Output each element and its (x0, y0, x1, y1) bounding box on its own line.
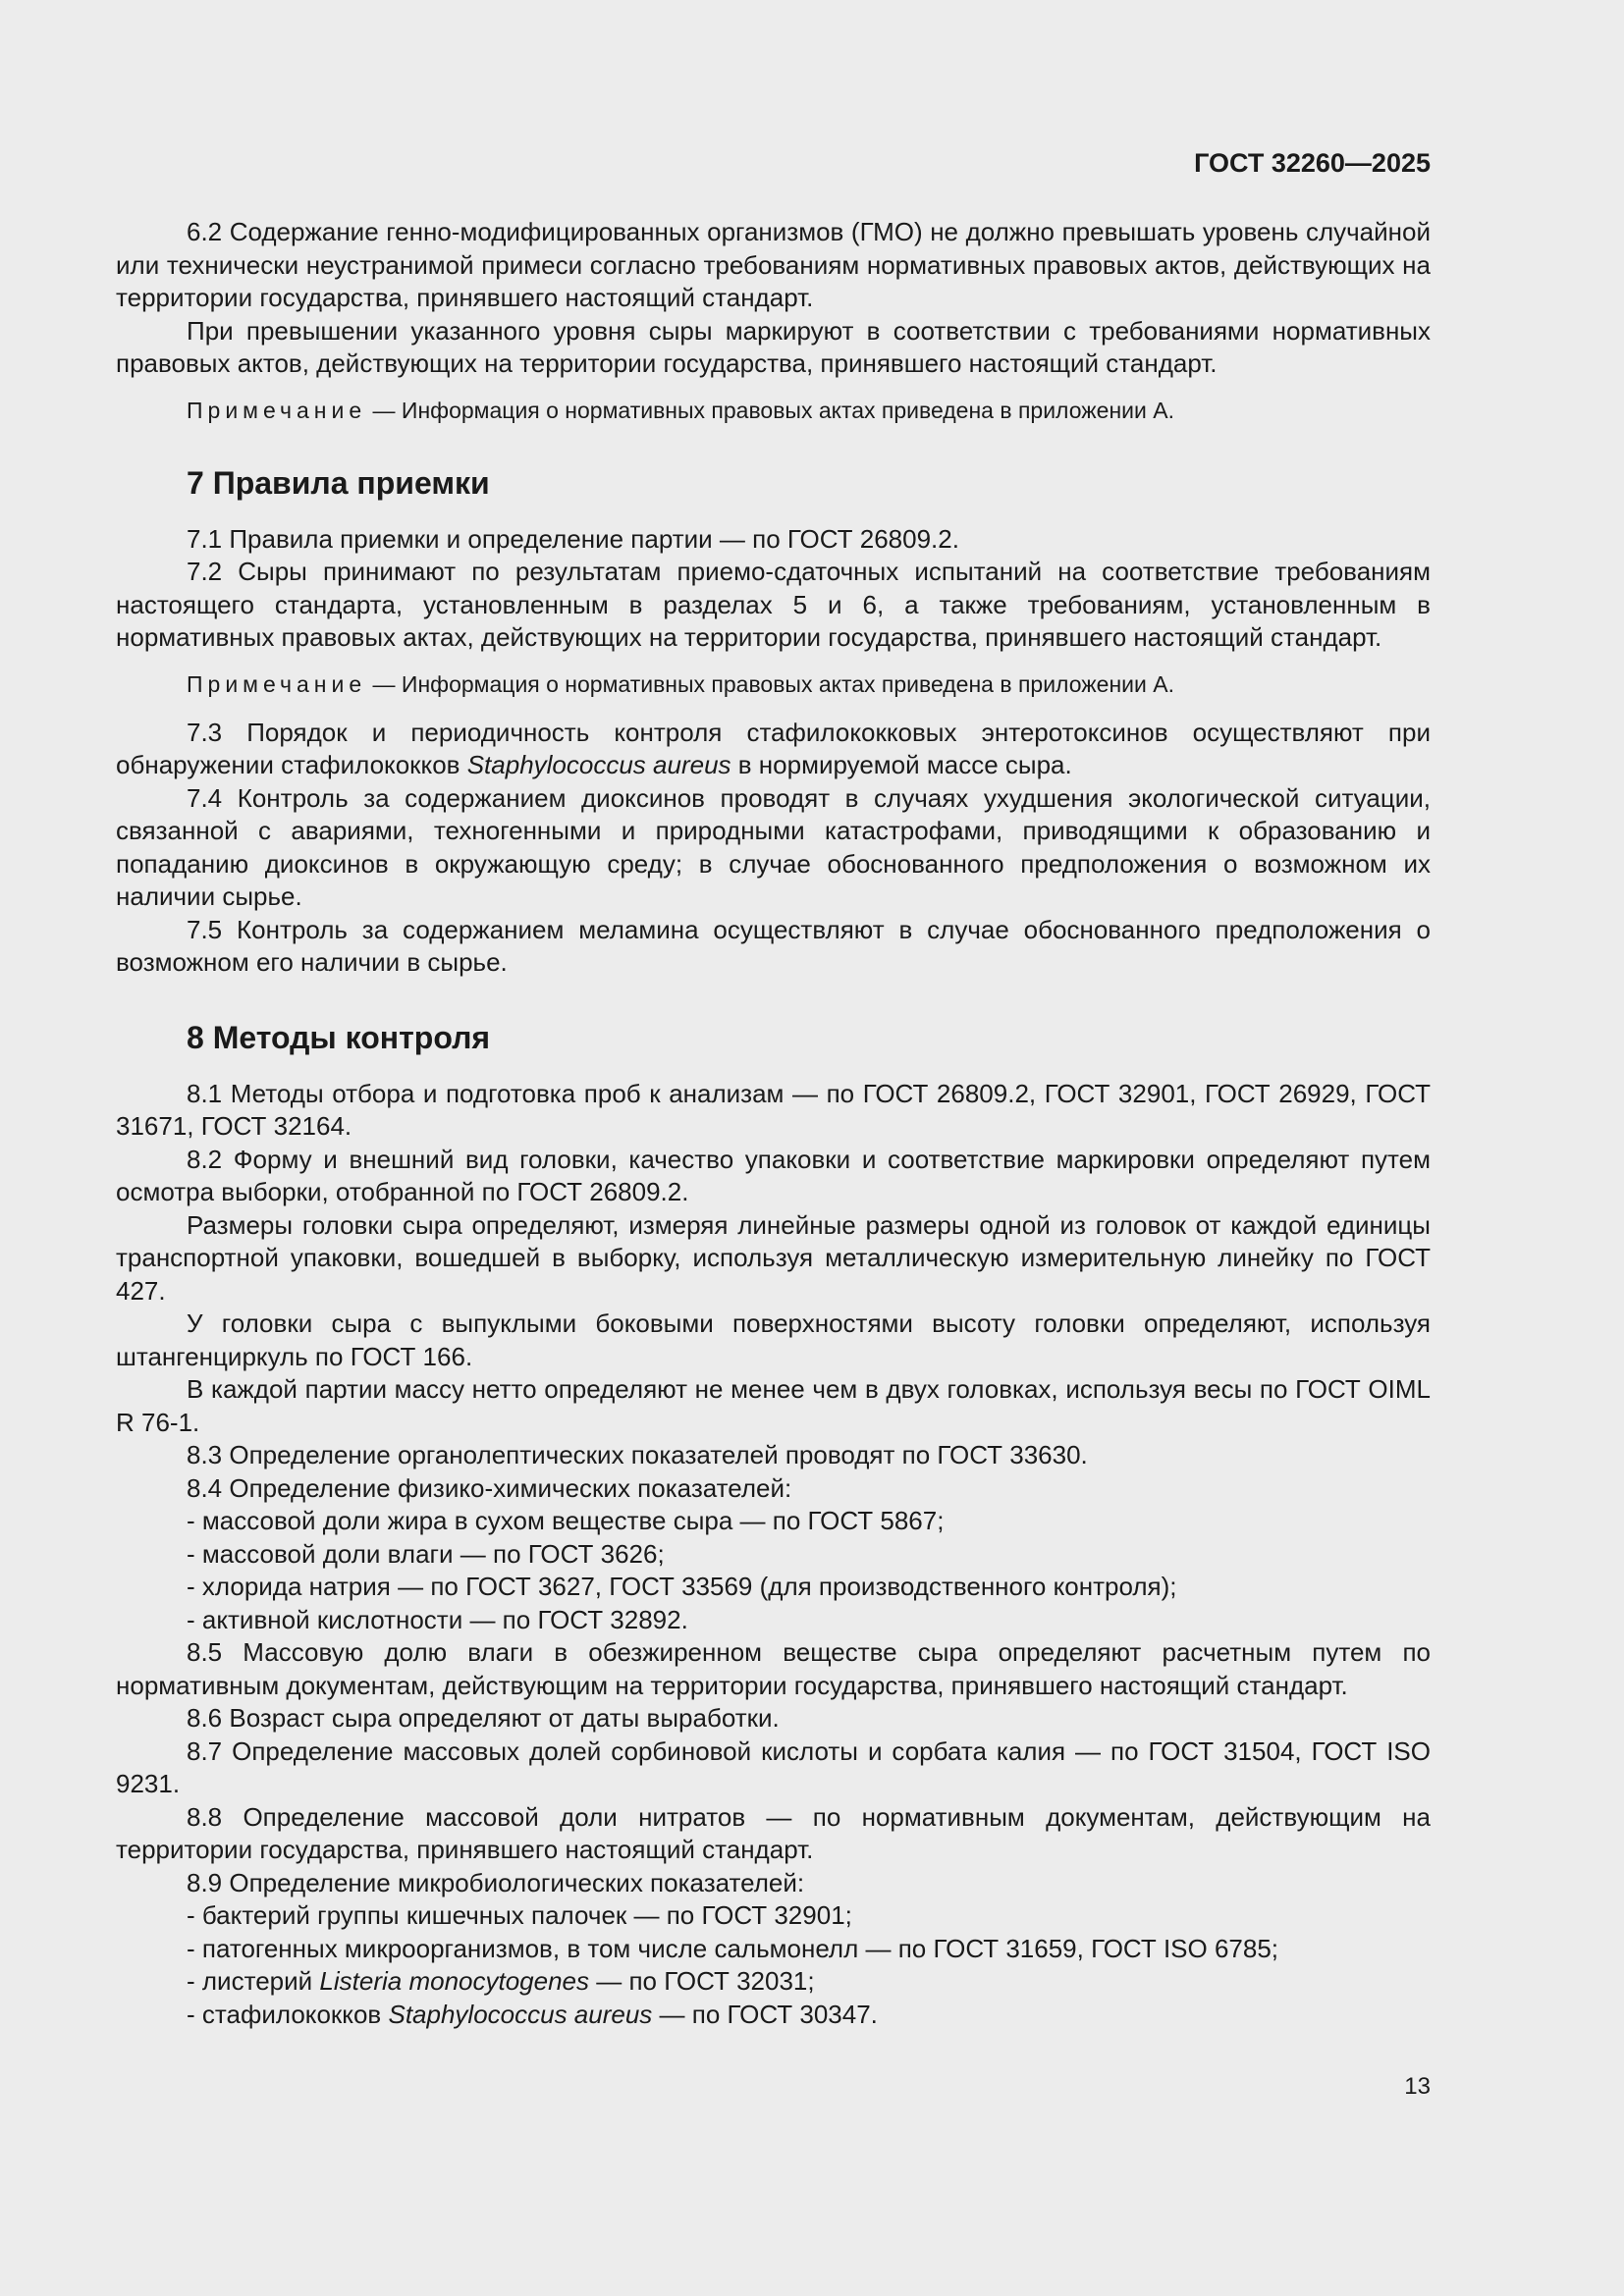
paragraph-7-4: 7.4 Контроль за содержанием диоксинов проводят в случаях ухудшения экологической ситуации, связанной с авариями, техногенными и природными катастрофами, приводящими к образованию и попаданию диоксинов в окружающую среду; в случае обоснованного предположения о возможном их наличии сырье. (116, 782, 1431, 911)
list-item-text-end: — по ГОСТ 32031; (589, 1966, 815, 1996)
note-label: Примечание (187, 397, 367, 423)
paragraph-8-2-c: У головки сыра с выпуклыми боковыми поверхностями высоту головки определяют, используя штангенциркуль по ГОСТ 166. (116, 1308, 1431, 1371)
note-label: Примечание (187, 670, 367, 697)
list-8-9 (116, 1899, 1431, 2031)
paragraph-7-3-text-end: в нормируемой массе сыра. (731, 750, 1072, 779)
list-item: - активной кислотности — по ГОСТ 32892. (187, 1604, 1431, 1637)
organism-name: Staphylococcus aureus (466, 750, 731, 779)
note-7 (116, 669, 1431, 699)
list-item (187, 1965, 1431, 1999)
paragraph-8-2: 8.2 Форму и внешний вид головки, качество упаковки и соответствие маркировки определяют путем осмотра выборки, отобранной по ГОСТ 26809.2. (116, 1144, 1431, 1206)
paragraph-7-2: 7.2 Сыры принимают по результатам приемо-сдаточных испытаний на соответствие требованиям настоящего стандарта, установленным в разделах 5 и 6, а также требованиям, установленным в нормативных правовых актах, действующих на территории государства, принявшего настоящий стандарт. (116, 557, 1431, 652)
document-body (116, 216, 1431, 2031)
list-item-text-end: — по ГОСТ 30347. (652, 1999, 878, 2029)
list-item: - бактерий группы кишечных палочек — по ГОСТ 32901; (187, 1899, 1431, 1933)
list-item-text: листерий (201, 1966, 320, 1996)
list-item (187, 1999, 1431, 2032)
paragraph-6-2: 6.2 Содержание генно-модифицированных организмов (ГМО) не должно превышать уровень случайной или технически неустранимой примеси согласно требованиям нормативных правовых актов, действующих на территории государства, принявшего настоящий стандарт. (116, 217, 1431, 312)
section-7-title: 7 Правила приемки (187, 464, 490, 501)
organism-name: Staphylococcus aureus (388, 1999, 653, 2029)
paragraph-8-4: 8.4 Определение физико-химических показателей: (187, 1472, 792, 1503)
note-text: — Информация о нормативных правовых актах приведена в приложении А. (366, 670, 1174, 697)
paragraph-8-8: 8.8 Определение массовой доли нитратов — по нормативным документам, действующим на территории государства, принявшего настоящий стандарт. (116, 1801, 1431, 1864)
list-item: - массовой доли жира в сухом веществе сыра — по ГОСТ 5867; (187, 1505, 1431, 1538)
list-item: - хлорида натрия — по ГОСТ 3627, ГОСТ 33569 (для производственного контроля); (187, 1571, 1431, 1604)
paragraph-7-3 (116, 717, 1431, 782)
paragraph-8-3: 8.3 Определение органолептических показателей проводят по ГОСТ 33630. (187, 1440, 1088, 1469)
paragraph-7-5: 7.5 Контроль за содержанием меламина осуществляют в случае обоснованного предположения о возможном его наличии в сырье. (116, 914, 1431, 977)
paragraph-8-9: 8.9 Определение микробиологических показателей: (187, 1867, 805, 1897)
section-8-title: 8 Методы контроля (187, 1019, 491, 1055)
page-number: 13 (1404, 2073, 1431, 2100)
paragraph-8-6: 8.6 Возраст сыра определяют от даты выработки. (187, 1703, 780, 1733)
organism-name: Listeria monocytogenes (319, 1966, 590, 1996)
list-item-text: стафилококков (201, 1999, 389, 2029)
paragraph-8-2-d: В каждой партии массу нетто определяют не менее чем в двух головках, используя весы по ГОСТ OIML R 76-1. (116, 1374, 1431, 1437)
paragraph-7-3-text: 7.3 Порядок и периодичность контроля стафилококковых энтеротоксинов осуществляют при обнаружении стафилококков (116, 717, 1431, 779)
paragraph-7-1: 7.1 Правила приемки и определение партии — по ГОСТ 26809.2. (187, 523, 959, 554)
paragraph-6-2-b: При превышении указанного уровня сыры маркируют в соответствии с требованиями нормативных правовых актов, действующих на территории государства, принявшего настоящий стандарт. (116, 315, 1431, 378)
paragraph-8-2-b: Размеры головки сыра определяют, измеряя линейные размеры одной из головок от каждой единицы транспортной упаковки, вошедшей в выборку, используя металлическую измерительную линейку по ГОСТ 427. (116, 1209, 1431, 1306)
paragraph-8-1: 8.1 Методы отбора и подготовка проб к анализам — по ГОСТ 26809.2, ГОСТ 32901, ГОСТ 26929, ГОСТ 31671, ГОСТ 32164. (116, 1078, 1431, 1141)
list-item: - патогенных микроорганизмов, в том числе сальмонелл — по ГОСТ 31659, ГОСТ ISO 6785; (187, 1933, 1431, 1966)
list-item: - массовой доли влаги — по ГОСТ 3626; (187, 1538, 1431, 1572)
document-header: ГОСТ 32260—2025 (1194, 148, 1431, 178)
paragraph-8-5: 8.5 Массовую долю влаги в обезжиренном веществе сыра определяют расчетным путем по нормативным документам, действующим на территории государства, принявшего настоящий стандарт. (116, 1637, 1431, 1700)
note-6 (116, 396, 1431, 425)
paragraph-8-7: 8.7 Определение массовых долей сорбиновой кислоты и сорбата калия — по ГОСТ 31504, ГОСТ ISO 9231. (116, 1735, 1431, 1798)
note-text: — Информация о нормативных правовых актах приведена в приложении А. (366, 397, 1174, 423)
list-8-4 (116, 1505, 1431, 1636)
